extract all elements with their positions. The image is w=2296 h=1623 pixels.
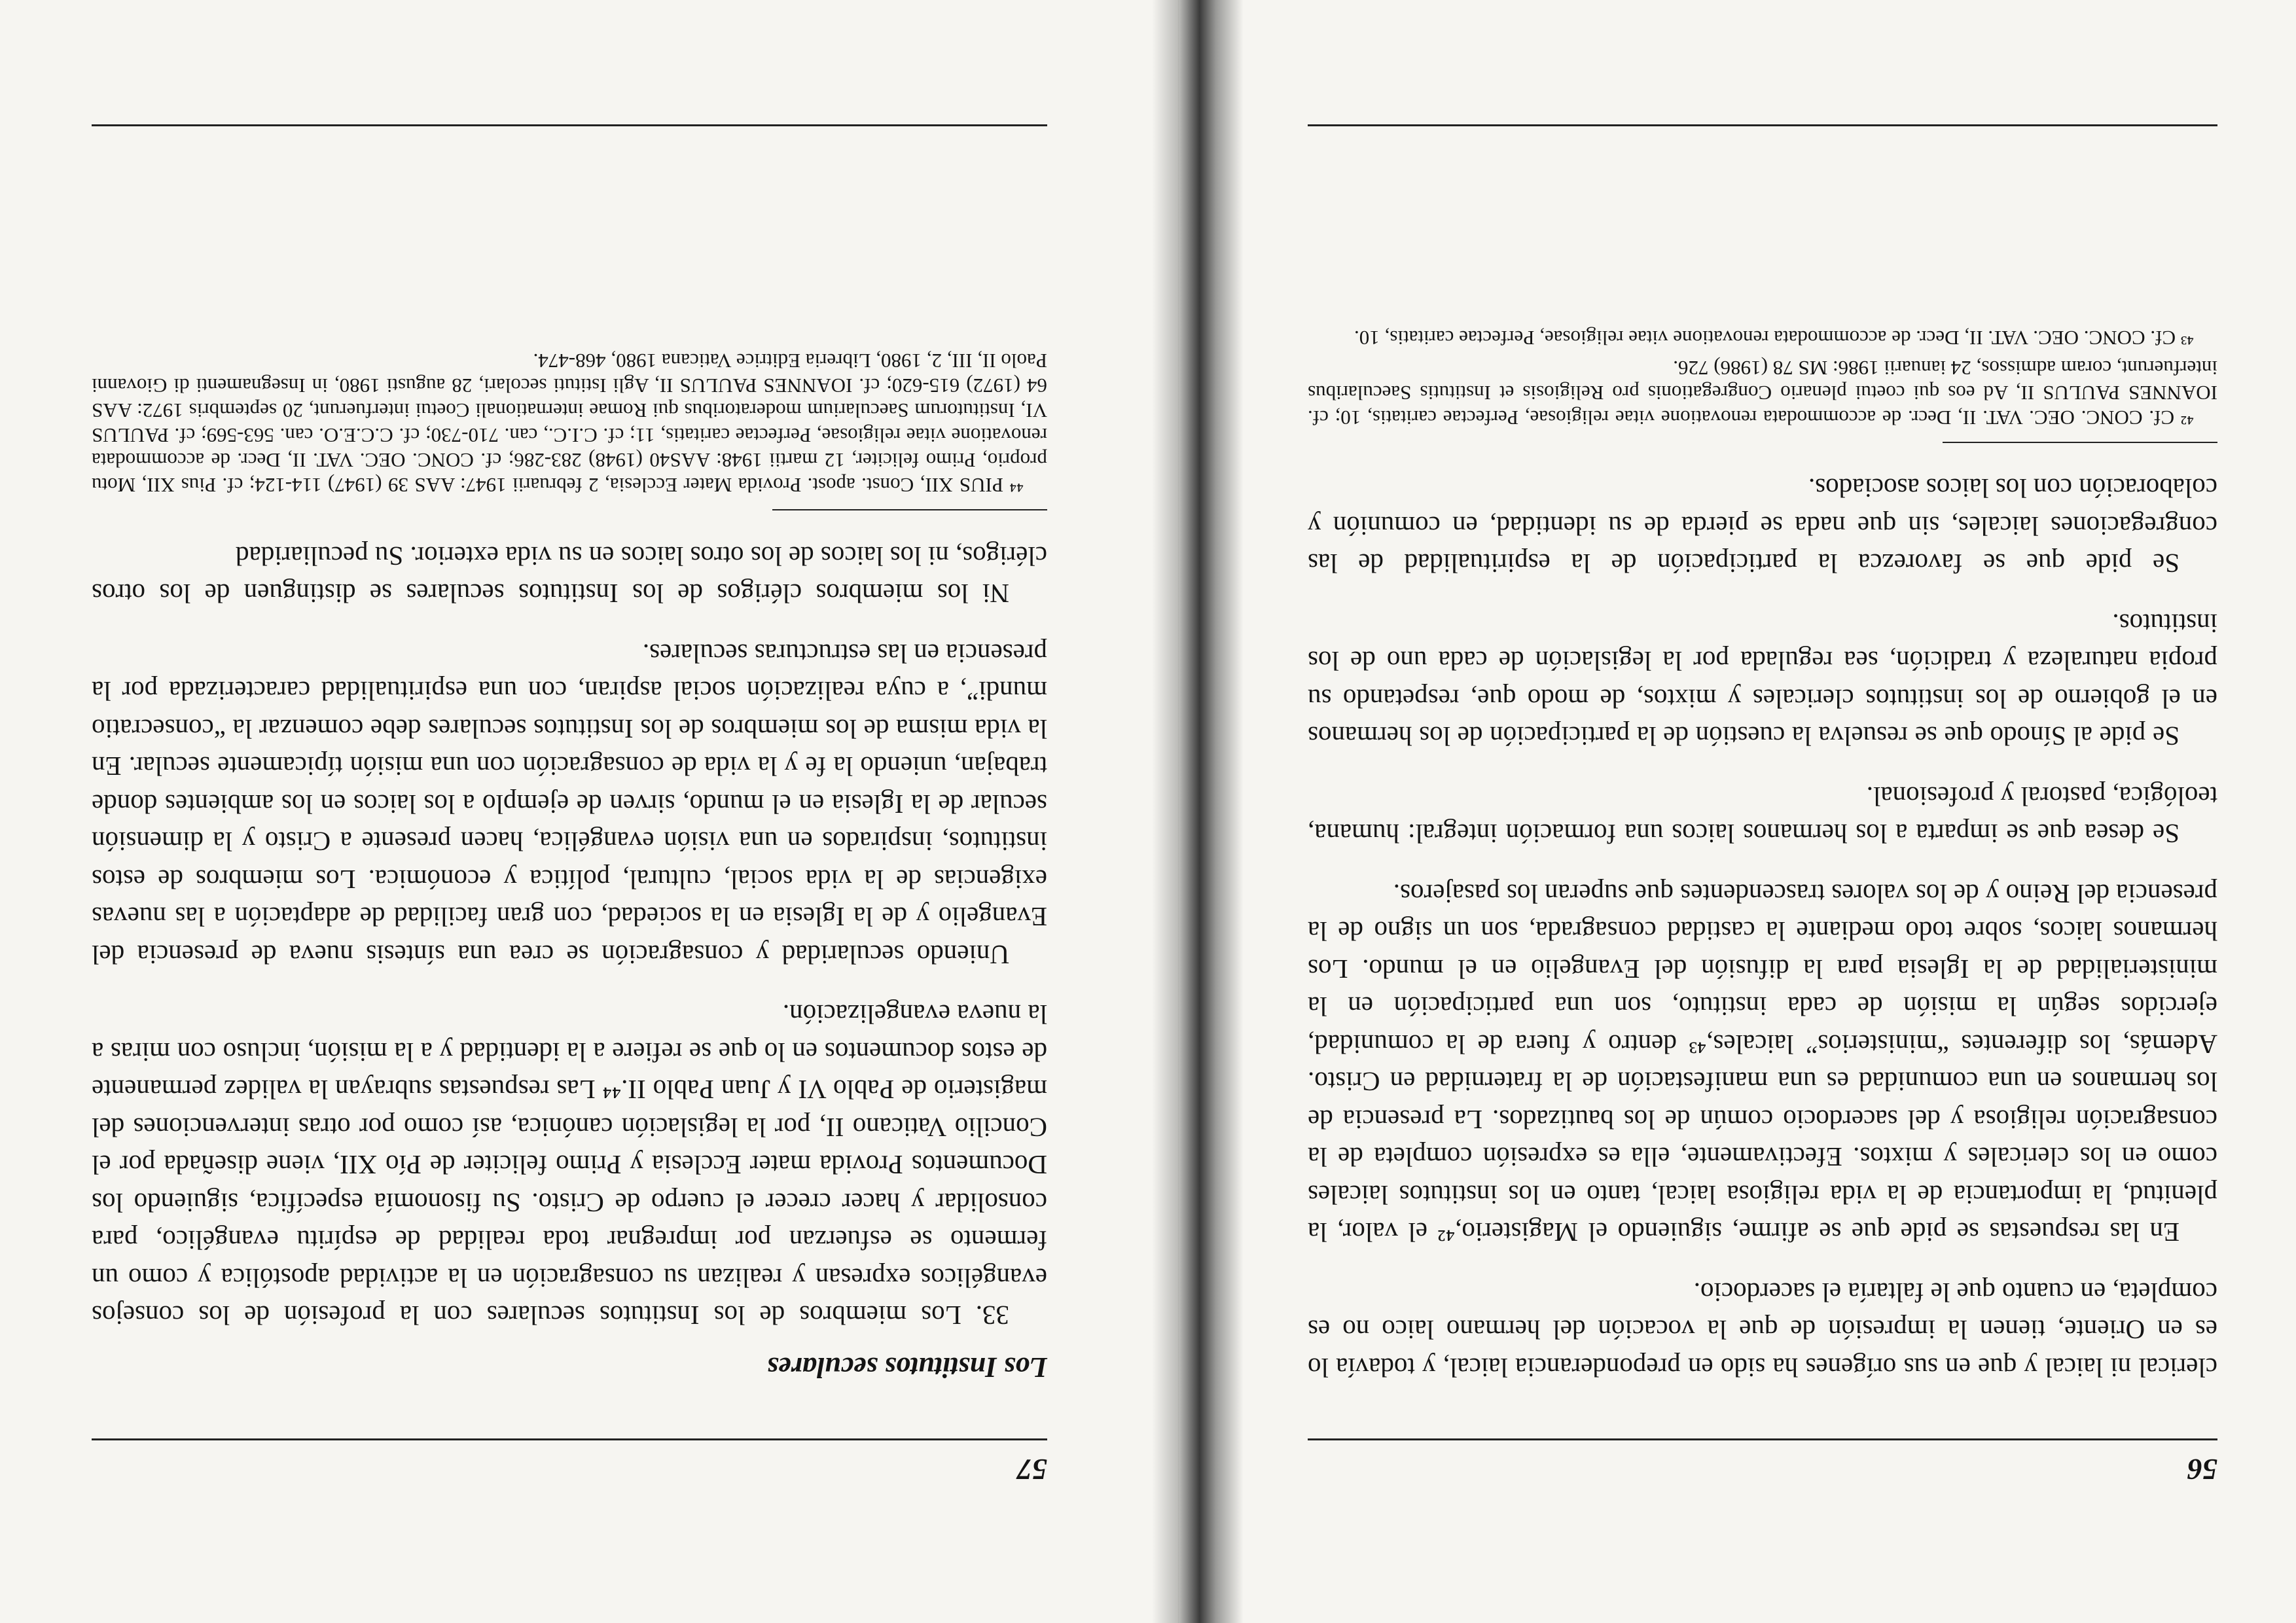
main-text (92, 537, 1047, 1387)
paragraph: Se pide que se favorezca la participación de la espiritualidad de las congregaciones laicales, sin que nada se pierda de su identidad, en comunión y colaboración con los laicos asociados. (1308, 473, 2217, 579)
page-number: 57 (1017, 1453, 1047, 1486)
section-title: Los Institutos seculares (767, 1351, 1047, 1383)
paragraph: clerical ni laical y que en sus orígenes ha sido en preponderancia laical, y todavía lo es en Oriente, tienen la impresión de que la vocación del hermano laico no es completa, en cuanto que le faltaría el sacerdocio. (1308, 1277, 2217, 1383)
paragraph: Uniendo secularidad y consagración se crea una síntesis nueva de presencia del Evangelio y de la Iglesia en la sociedad, con gran facilidad de adaptación a las nuevas exigencias de la vida social, cultural, política y económica. Los miembros de estos institutos, inspirados en una visión evangélica, hacen presente a Cristo y la dimensión secular de la Iglesia en el mundo, sirven de ejemplo a los laicos en los ambientes donde trabajan, uniendo la fe y la vida de consagración con una misión típicamente secular. En la vida misma de los miembros de los Institutos seculares debe comenzar la “consecratio mundi”, a cuya realización social aspiran, con una espiritualidad caracterizada por la presencia en las estructuras seculares. (92, 639, 1047, 970)
book-gutter-shadow (1152, 0, 1244, 1623)
footnotes (92, 349, 1047, 498)
page-56-text-block (1308, 124, 2217, 1499)
footnote: ⁴³ Cf. CONC. OEC. VAT. II, Decr. de accommodata renovatione vitae religiosae, Perfectae caritatis, 10. (1354, 327, 2194, 349)
footer-rule (1308, 124, 2217, 126)
page-number: 56 (2187, 1453, 2217, 1486)
page-56-content (1216, 0, 2296, 1623)
header-rule (1308, 1438, 2217, 1440)
page-57-text-block (92, 124, 1047, 1499)
footer-rule (92, 124, 1047, 126)
paragraph: Se pide al Sínodo que se resuelva la cuestión de la participación de los hermanos en el gobierno de los institutos clericales y mixtos, de modo que, respetando su propia naturaleza y tradición, sea regulada por la legislación de cada uno de los institutos. (1308, 609, 2217, 752)
main-text (1308, 469, 2217, 1386)
footnote-rule (1943, 442, 2217, 443)
paragraph: 33. Los miembros de los Institutos seculares con la profesión de los consejos evangélicos expresan y realizan su consagración en la actividad apostólica y como un fermento se esfuerzan por impregnar toda realidad de espíritu evangélico, para consolidar y hacer crecer el cuerpo de Cristo. Su fisonomía específica, siguiendo los Documentos Provida mater Ecclesia y Primo feliciter de Pío XII, viene diseñada por el Concilio Vaticano II, por la legislación canónica, así como por otras intervenciones del magisterio de Pablo VI y Juan Pablo II.⁴⁴ Las respuestas subrayan la validez permanente de estos documentos en lo que se refiere a la identidad y a la misión, incluso con miras a la nueva evangelización. (92, 999, 1047, 1331)
footnote: ⁴² Cf. CONC. OEC. VAT. II, Decr. de accommodata renovatione vitae religiosae, Perfectae caritatis, 10; cf. IOANNES PAULUS II, Ad eos qui coetui plenario Congregationis pro Religiosis et Institutis Saecularibus interfuerunt, coram admissos, 24 ianuarii 1986: MS 78 (1986) 726. (1308, 357, 2217, 429)
header-rule (92, 1438, 1047, 1440)
running-head (92, 1440, 1047, 1499)
paragraph: En las respuestas se pide que se afirme, siguiendo el Magisterio,⁴² el valor, la plenitud, la importancia de la vida religiosa laical, tanto en los institutos laicales como en los clericales y mixtos. Efectivamente, ella es expresión completa de la consagración religiosa y del sacerdocio común de los bautizados. La presencia de los hermanos en una comunidad es una manifestación de la fraternidad en Cristo. Además, los diferentes “ministerios” laicales,⁴³ dentro y fuera de la comunidad, ejercidos según la misión de cada instituto, son una participación en la ministerialidad de la Iglesia para la difusión del Evangelio en el mundo. Los hermanos laicos, sobre todo mediante la castidad consagrada, son un signo de la presencia del Reino y de los valores trascendentes que superan los pasajeros. (1308, 879, 2217, 1248)
page-56 (1216, 0, 2296, 1623)
running-head (1308, 1440, 2217, 1499)
paragraph: Ni los miembros clérigos de los Institutos seculares se distinguen de los otros clérigos, ni los laicos de los otros laicos en su vida exterior. Su peculiaridad (92, 541, 1047, 609)
footnotes (1308, 325, 2217, 430)
paragraph: Se desea que se imparta a los hermanos laicos una formación integral: humana, teológica, pastoral y profesional. (1308, 781, 2217, 849)
footnote-rule (772, 510, 1047, 511)
footnote: ⁴⁴ PIUS XII, Const. apost. Provida Mater Ecclesia, 2 februarii 1947: AAS 39 (1947) 114-124; cf. Pius XII, Motu proprio, Primo feliciter, 12 martii 1948: AAS40 (1948) 283-286; cf. CONC. OEC. VAT. II, Decr. de accommodata renovatione vitae religiosae, Perfectae caritatis, 11; cf. C.I.C., can. 710-730; cf. C.C.E.O. can. 563-569; cf. PAULUS VI, Institutorum Saecularium moderatoribus qui Romae internationali Coetui interfuerunt, 20 septembris 1972: AAS 64 (1972) 615-620; cf. IOANNES PAULUS II, Agli Istituti secolari, 28 augusti 1980, in Insegnamenti di Giovanni Paolo II, III, 2, 1980, Libreria Editrice Vaticana 1980, 468-474. (92, 349, 1047, 497)
